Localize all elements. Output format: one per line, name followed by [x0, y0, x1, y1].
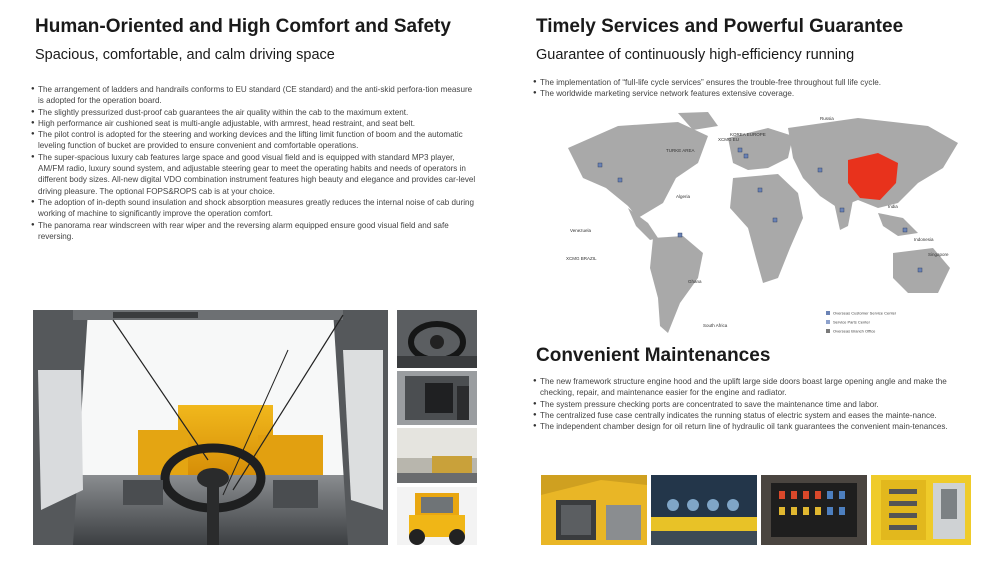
list-item: ● The pilot control is adopted for the steering and working devices and the lifting limit function of boom and the automatic leveling function of bucket are provided to ensure convenient and comfortable operations.	[31, 129, 479, 152]
list-item: ● The super-spacious luxury cab features large space and good visual field and is equipped with standard MP3 player, AM/FM radio, luxury sound system, and adjustable steering gear to meet the operating habits and needs of operators in different body sizes. All-new digital VDO combination instrument features high beauty and elegance and provides car-level driving pleasure. The optional FOPS&ROPS cab is at your choice.	[31, 152, 479, 197]
map-label: India	[888, 204, 898, 209]
cab-seat-photo	[397, 371, 477, 425]
left-subtitle: Spacious, comfortable, and calm driving space	[35, 47, 335, 63]
map-label: Venezuela	[570, 228, 592, 233]
list-item: ● The worldwide marketing service network features extensive coverage.	[533, 88, 973, 99]
left-bullet-list	[31, 84, 479, 242]
steering-wheel-photo	[397, 310, 477, 368]
list-item: ● The panorama rear windscreen with rear wiper and the reversing alarm equipped ensure good visual field and safe reversing.	[31, 220, 479, 243]
list-item: ● The system pressure checking ports are concentrated to save the maintenance time and labor.	[533, 399, 978, 410]
map-label: Singapore	[928, 252, 949, 257]
left-title: Human-Oriented and High Comfort and Safety	[35, 16, 451, 37]
hydraulic-tank-photo	[871, 475, 971, 545]
map-label: KOREA EUROPE	[730, 132, 766, 137]
list-item: ● The implementation of “full-life cycle services” ensures the trouble-free throughout full life cycle.	[533, 77, 973, 88]
legend-label: Service Parts Center	[833, 319, 870, 325]
loader-rear-photo	[397, 487, 477, 545]
map-label: Ghana	[688, 279, 702, 284]
list-item: ● The independent chamber design for oil return line of hydraulic oil tank guarantees the convenient main-tenances.	[533, 421, 978, 432]
list-item: ● The adoption of in-depth sound insulation and shock absorption measures greatly reduces the internal noise of cab during working of machine to significantly improve the operation comfort.	[31, 197, 479, 220]
map-label: Algeria	[676, 194, 691, 199]
maintenance-title: Convenient Maintenances	[536, 345, 771, 366]
list-item: ● High performance air cushioned seat is multi-angle adjustable, with armrest, head restraint, and seat belt.	[31, 118, 479, 129]
map-label: Russia	[820, 116, 834, 121]
legend-label: Overseas Branch Office	[833, 328, 876, 334]
map-label: XCMG BRAZIL	[566, 256, 597, 261]
map-label: South Africa	[703, 323, 728, 328]
right-bullet-list	[533, 77, 973, 100]
pressure-ports-photo	[651, 475, 757, 545]
map-label: Indonesia	[914, 237, 934, 242]
cab-interior-photo	[33, 310, 388, 545]
maintenance-bullet-list	[533, 376, 978, 432]
fuse-box-photo	[761, 475, 867, 545]
right-title: Timely Services and Powerful Guarantee	[536, 16, 904, 37]
map-label: TURKE AREA	[666, 148, 695, 153]
world-service-map	[558, 108, 968, 340]
right-subtitle: Guarantee of continuously high-efficiency running	[536, 47, 855, 63]
map-label: XCMG EU	[718, 137, 740, 142]
list-item: ● The centralized fuse case centrally indicates the running status of electric system and eases the mainte-nance.	[533, 410, 978, 421]
cab-window-photo	[397, 428, 477, 483]
list-item: ● The new framework structure engine hood and the uplift large side doors boast large opening angle and make the checking, repair, and maintenance easier for the engine and radiator.	[533, 376, 978, 399]
engine-hood-photo	[541, 475, 647, 545]
world-map-graphic	[558, 108, 968, 340]
legend-label: Overseas Customer Service Center	[833, 310, 897, 316]
list-item: ● The slightly pressurized dust-proof cab guarantees the air quality within the cab to the maximum extent.	[31, 107, 479, 118]
list-item: ● The arrangement of ladders and handrails conforms to EU standard (CE standard) and the anti-skid perfora-tion measure is adopted for the operation board.	[31, 84, 479, 107]
